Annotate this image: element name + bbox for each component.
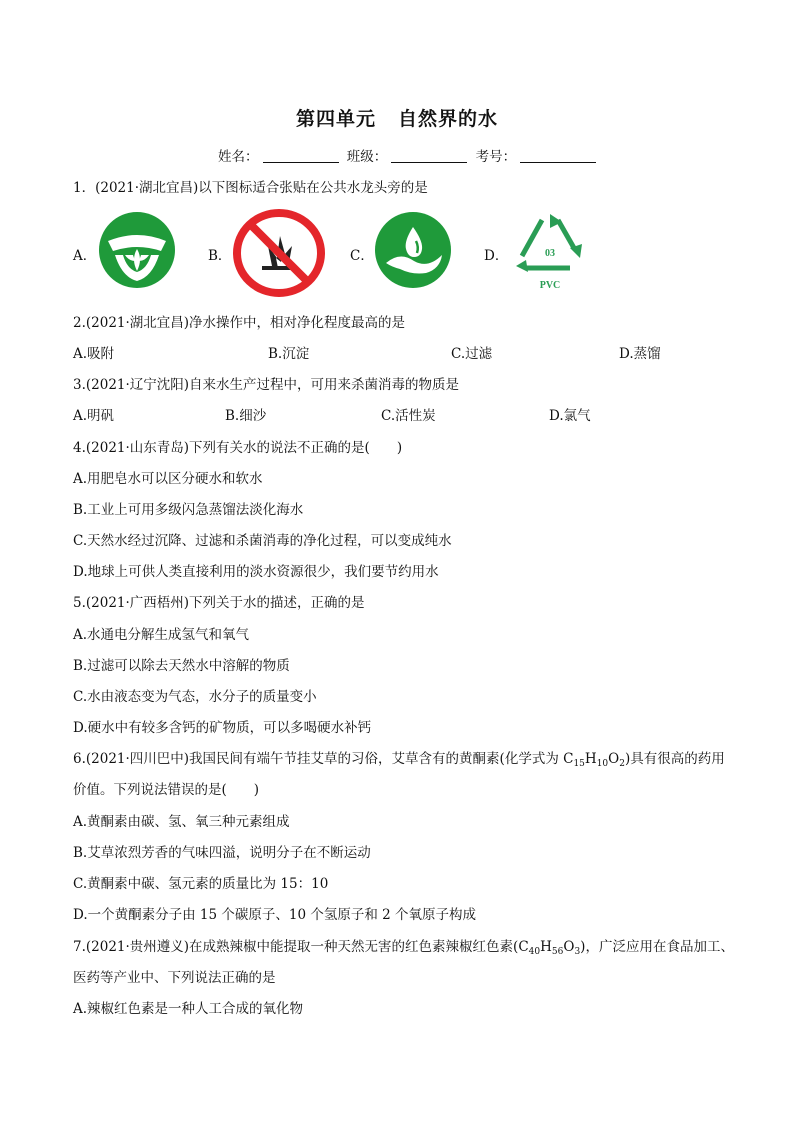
q5-option-a: A.水通电分解生成氢气和氧气 [73, 627, 250, 643]
student-info-line [218, 145, 600, 165]
q7-formula-o: O [563, 939, 575, 955]
q2-option-a: A.吸附 [73, 346, 115, 362]
q6-option-a: A.黄酮素由碳、氢、氧三种元素组成 [73, 814, 290, 830]
q7-stem-text: 7.(2021·贵州遵义)在成熟辣椒中能提取一种天然无害的红色素辣椒红色素(C [73, 939, 529, 955]
q6-option-d: D.一个黄酮素分子由 15 个碳原子、10 个氢原子和 2 个氧原子构成 [73, 907, 477, 923]
q7-stem-tail: )，广泛应用在食品加工、 [580, 939, 734, 955]
class-blank[interactable] [391, 148, 467, 163]
name-blank[interactable] [263, 148, 339, 163]
question-5-stem: 5.(2021·广西梧州)下列关于水的描述，正确的是 [73, 595, 365, 611]
q1-option-b-label: B． [208, 248, 232, 264]
q1-option-d-label: D． [484, 248, 509, 264]
question-3-stem: 3.(2021·辽宁沈阳)自来水生产过程中，可用来杀菌消毒的物质是 [73, 377, 460, 393]
q2-option-b: B.沉淀 [268, 346, 310, 362]
q6-option-b: B.艾草浓烈芳香的气味四溢，说明分子在不断运动 [73, 845, 371, 861]
q6-formula-sub-o: 2 [619, 759, 625, 769]
q4-option-c: C.天然水经过沉降、过滤和杀菌消毒的净化过程，可以变成纯水 [73, 533, 452, 549]
question-6-stem-line2: 价值。下列说法错误的是( ) [73, 782, 260, 798]
q6-formula-sub-h: 10 [596, 759, 609, 769]
recycle-pvc-icon [512, 210, 588, 292]
question-4-stem: 4.(2021·山东青岛)下列有关水的说法不正确的是( ) [73, 440, 403, 456]
title-topic: 自然界的水 [398, 108, 499, 130]
q1-option-c-label: C． [350, 248, 374, 264]
q4-option-d: D.地球上可供人类直接利用的淡水资源很少，我们要节约用水 [73, 564, 439, 580]
water-drop-icon [374, 211, 452, 289]
question-1-stem: 1．(2021·湖北宜昌)以下图标适合张贴在公共水龙头旁的是 [73, 180, 428, 196]
q7-formula-sub-c: 40 [528, 947, 541, 957]
q2-option-c: C.过滤 [451, 346, 493, 362]
exam-no-label: 考号： [475, 149, 517, 165]
no-fire-icon [232, 208, 326, 298]
class-label: 班级： [346, 149, 388, 165]
q6-formula-o: O [608, 751, 620, 767]
q4-option-b: B.工业上可用多级闪急蒸馏法淡化海水 [73, 502, 304, 518]
q3-option-a: A.明矾 [73, 408, 115, 424]
question-6-stem [73, 747, 725, 767]
q7-option-a: A.辣椒红色素是一种人工合成的氧化物 [73, 1001, 304, 1017]
question-7-stem-line2: 医药等产业中、下列说法正确的是 [73, 970, 276, 986]
q1-option-a-label: A． [73, 248, 97, 264]
recycle-number: 03 [545, 248, 555, 259]
q3-option-c: C.活性炭 [381, 408, 436, 424]
q7-formula-sub-o: 3 [574, 947, 581, 957]
q6-stem-tail: )具有很高的药用 [624, 751, 725, 767]
recycle-label: PVC [539, 280, 561, 291]
q5-option-c: C.水由液态变为气态，水分子的质量变小 [73, 689, 317, 705]
q3-option-b: B.细沙 [225, 408, 267, 424]
q2-option-d: D.蒸馏 [619, 346, 661, 362]
question-7-stem [73, 935, 734, 955]
q5-option-d: D.硬水中有较多含钙的矿物质，可以多喝硬水补钙 [73, 720, 372, 736]
q4-option-a: A.用肥皂水可以区分硬水和软水 [73, 471, 263, 487]
name-label: 姓名： [218, 149, 259, 165]
q6-formula-sub-c: 15 [573, 759, 585, 769]
q6-formula-h: H [584, 751, 597, 767]
q7-formula-h: H [540, 939, 552, 955]
q6-stem-text: 6.(2021·四川巴中)我国民间有端午节挂艾草的习俗，艾草含有的黄酮素(化学式为 C [73, 751, 574, 767]
title-unit: 第四单元 [295, 108, 376, 130]
question-2-stem: 2.(2021·湖北宜昌)净水操作中，相对净化程度最高的是 [73, 315, 406, 331]
q7-formula-sub-h: 56 [551, 947, 564, 957]
q6-option-c: C.黄酮素中碳、氢元素的质量比为 15：10 [73, 876, 329, 892]
q3-option-d: D.氯气 [549, 408, 591, 424]
q5-option-b: B.过滤可以除去天然水中溶解的物质 [73, 658, 290, 674]
exam-no-blank[interactable] [520, 148, 596, 163]
page-title [0, 104, 794, 131]
water-saving-label-icon [98, 211, 176, 289]
